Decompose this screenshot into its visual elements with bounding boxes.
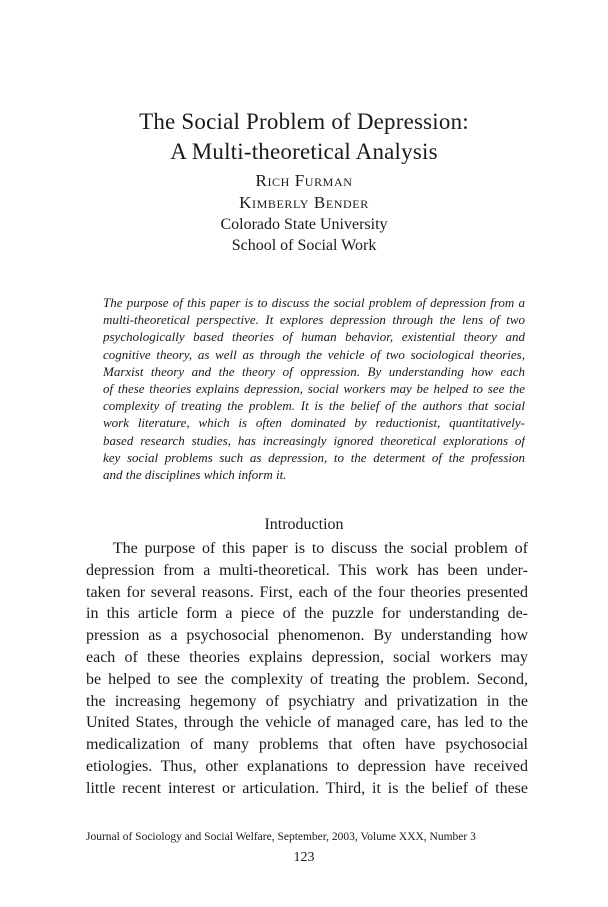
abstract-line: work literature, which is often dominated by reductionist, quantitatively- bbox=[103, 415, 525, 431]
author-name: Kimberly Bender bbox=[239, 193, 369, 212]
body-line: the increasing hegemony of psychiatry and privatization in the bbox=[86, 692, 528, 710]
body-line: The purpose of this paper is to discuss the social problem of bbox=[86, 540, 528, 557]
abstract-line: Marxist theory and the theory of oppression. By understanding how each bbox=[103, 363, 525, 379]
body-line: United States, through the vehicle of managed care, has led to the bbox=[86, 714, 528, 732]
abstract-line: key social problems such as depression, to the determent of the profession bbox=[103, 449, 525, 465]
article-title-line-2: A Multi-theoretical Analysis bbox=[170, 139, 438, 164]
journal-citation-footer: Journal of Sociology and Social Welfare, September, 2003, Volume XXX, Number 3 bbox=[86, 831, 476, 843]
section-heading-introduction: Introduction bbox=[264, 516, 344, 533]
body-line: medicalization of many problems that often have psychosocial bbox=[86, 736, 528, 754]
body-paragraph bbox=[86, 538, 528, 800]
affiliation-school: School of Social Work bbox=[231, 237, 377, 254]
body-line: etiologies. Thus, other explanations to depression have received bbox=[86, 757, 528, 775]
author-name: Rich Furman bbox=[255, 171, 353, 190]
body-line: pression as a psychosocial phenomenon. By understanding how bbox=[86, 627, 528, 645]
body-line: in this article form a piece of the puzzle for understanding de- bbox=[86, 605, 528, 623]
abstract-line: multi-theoretical perspective. It explores depression through the lens of two bbox=[103, 312, 525, 328]
affiliation-university: Colorado State University bbox=[220, 216, 388, 233]
abstract bbox=[103, 294, 525, 483]
body-line: little recent interest or articulation. Third, it is the belief of these bbox=[86, 779, 528, 797]
abstract-line: and the disciplines which inform it. bbox=[103, 467, 287, 483]
body-line: each of these theories explains depression, social workers may bbox=[86, 648, 528, 666]
abstract-line: The purpose of this paper is to discuss the social problem of depression from a bbox=[103, 295, 525, 310]
body-line: taken for several reasons. First, each of the four theories presented bbox=[86, 583, 528, 601]
abstract-line: psychologically based theories of human behavior, existential theory and bbox=[103, 329, 525, 345]
abstract-line: complexity of treating the problem. It is the belief of the authors that social bbox=[103, 398, 525, 414]
abstract-line: cognitive theory, as well as through the vehicle of two sociological theories, bbox=[103, 346, 525, 362]
body-line: be helped to see the complexity of treating the problem. Second, bbox=[86, 670, 528, 688]
abstract-line: of these theories explains depression, social workers may be helped to see the bbox=[103, 381, 525, 397]
article-title-line-1: The Social Problem of Depression: bbox=[139, 109, 469, 134]
page-number: 123 bbox=[293, 850, 315, 865]
abstract-line: based research studies, has increasingly ignored theoretical explorations of bbox=[103, 432, 525, 448]
body-line: depression from a multi-theoretical. This work has been under- bbox=[86, 561, 528, 579]
